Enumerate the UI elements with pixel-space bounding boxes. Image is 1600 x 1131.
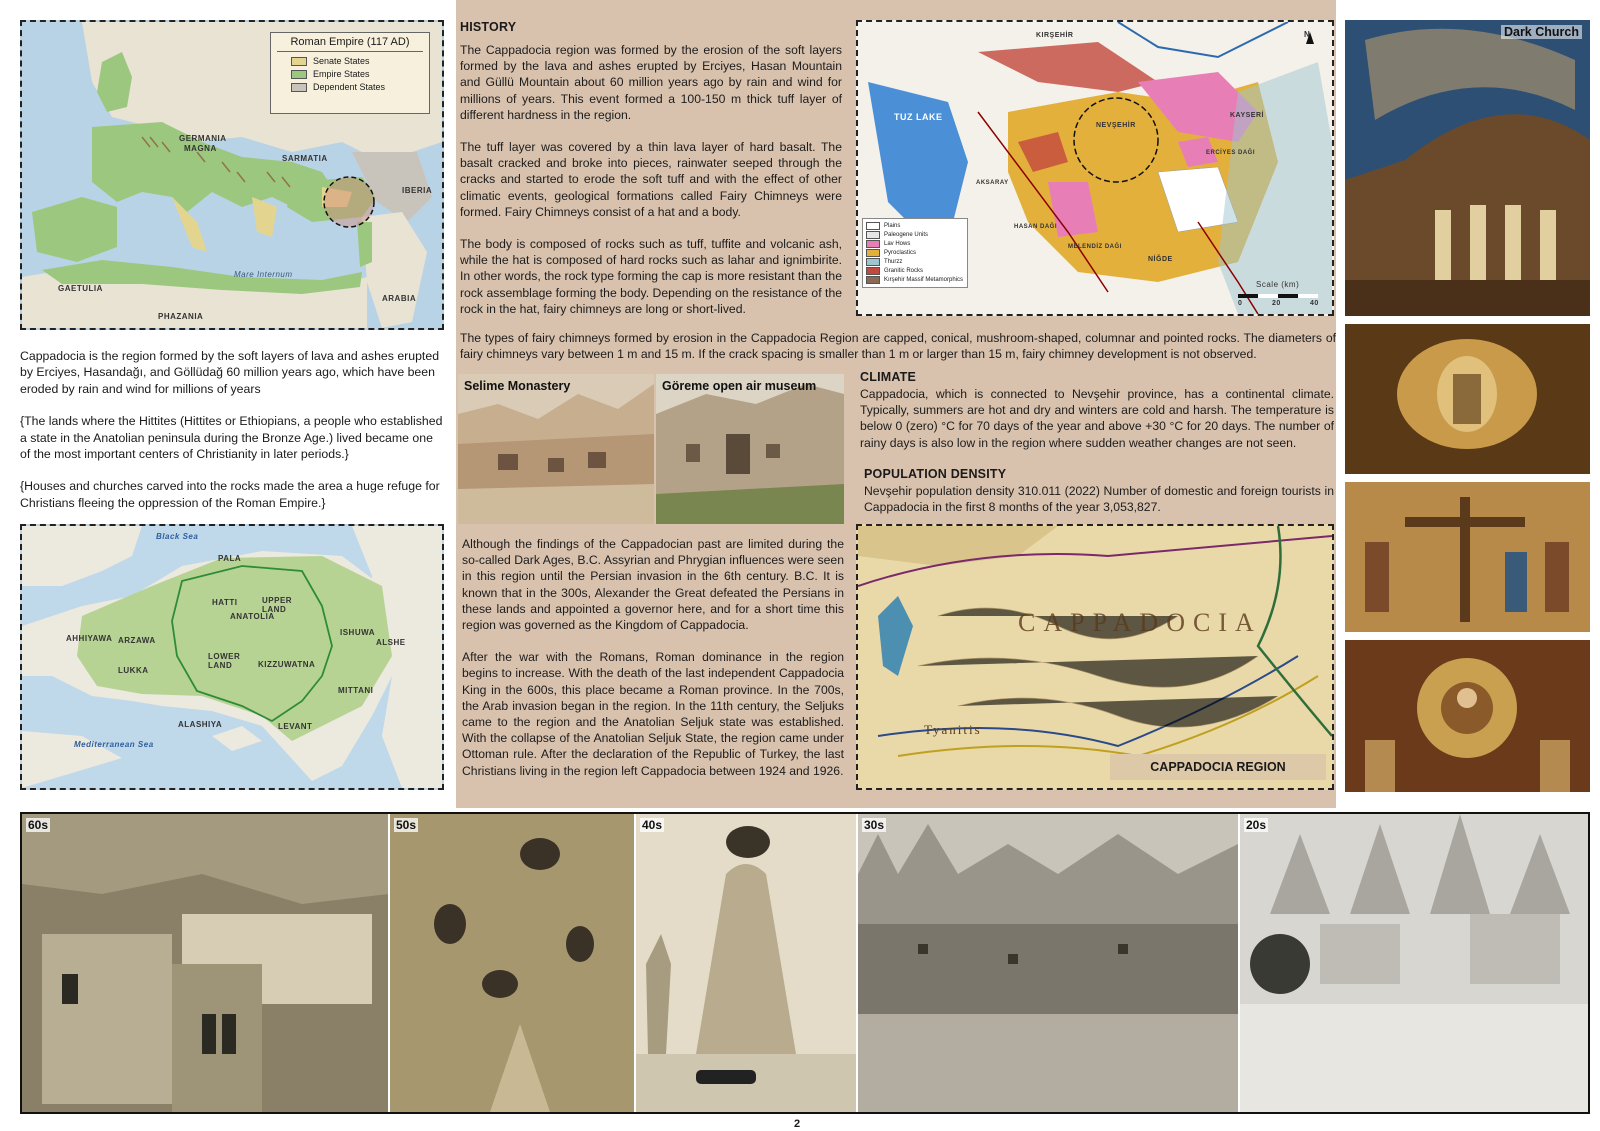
map-label-pala: PALA xyxy=(218,554,242,563)
map-label-kirsehir: KIRŞEHİR xyxy=(1036,32,1074,39)
goreme-photo-graphic xyxy=(656,374,844,524)
roman-empire-map xyxy=(20,20,444,330)
map-label-mittani: MITTANI xyxy=(338,686,374,695)
era-label: 30s xyxy=(864,818,885,832)
era-photo-60s xyxy=(22,814,388,1112)
map-label-sea: Mare Internum xyxy=(234,270,293,279)
selime-photo-graphic xyxy=(458,374,654,524)
map-label-hasan: HASAN DAĞI xyxy=(1014,224,1058,230)
map-label-anatolia: ANATOLIA xyxy=(230,612,275,621)
legend-swatch xyxy=(866,249,880,257)
map-label-cappadocia: CAPPADOCIA xyxy=(1018,608,1262,637)
legend-item xyxy=(866,258,964,266)
history-section xyxy=(460,20,842,317)
map-label-lukka: LUKKA xyxy=(118,666,149,675)
legend-item xyxy=(866,222,964,230)
legend-label: Granitic Rocks xyxy=(884,268,924,274)
map-label-nevsehir: NEVŞEHİR xyxy=(1096,122,1136,129)
map-label-arabia: ARABIA xyxy=(382,294,417,303)
population-section xyxy=(864,467,1334,515)
scale-label: Scale (km) xyxy=(1256,280,1300,289)
legend-label: Plains xyxy=(884,223,901,229)
legend-item xyxy=(291,69,423,79)
map-label-ahhiyawa: AHHIYAWA xyxy=(66,634,113,643)
legend-swatch xyxy=(866,222,880,230)
legend-item xyxy=(866,231,964,239)
scale-tick: 40 xyxy=(1310,300,1319,307)
legend-label: Pyroclastics xyxy=(884,250,917,256)
map-label-erciyes: ERCİYES DAĞI xyxy=(1206,150,1256,156)
legend-swatch xyxy=(291,83,307,92)
dark-church-graphic xyxy=(1345,20,1590,316)
map-label-black-sea: Black Sea xyxy=(156,532,199,541)
legend-item xyxy=(866,240,964,248)
selime-photo xyxy=(458,374,654,524)
era-photo-graphic xyxy=(636,814,856,1112)
fresco-photo-2 xyxy=(1345,482,1590,632)
era-label: 40s xyxy=(642,818,663,832)
map-label-ishuwa: ISHUWA xyxy=(340,628,375,637)
map-label-arzawa: ARZAWA xyxy=(118,636,156,645)
intro-paragraph: {Houses and churches carved into the rocks made the area a huge refuge for Christians fleeing the oppression of the Roman Empire.} xyxy=(20,479,440,510)
dark-church-title: Dark Church xyxy=(1501,25,1582,39)
map-label-sarmatia: SARMATIA xyxy=(282,154,328,163)
old-map-caption: CAPPADOCIA REGION xyxy=(1110,754,1326,780)
legend-label: Kırşehir Massif Metamorphics xyxy=(884,277,964,283)
history-continued xyxy=(462,536,844,779)
legend-label: Senate States xyxy=(313,56,370,66)
history-paragraph: The tuff layer was covered by a thin lava layer of hard basalt. The basalt cracked and broke into pieces, rainwater seeped through the cracks and started to erode the soft tuff and with the effect of other climatic events, geological formations called Fairy Chimneys were formed. Fairy Chimneys consist of a hat and a body. xyxy=(460,140,842,219)
legend-label: Empire States xyxy=(313,69,370,79)
fresco-photo-3 xyxy=(1345,640,1590,792)
intro-text xyxy=(20,348,446,527)
era-photo-graphic xyxy=(22,814,388,1112)
geology-legend xyxy=(862,218,968,288)
cappadocia-old-map xyxy=(856,524,1334,790)
crucifixion-graphic xyxy=(1345,482,1590,632)
legend-swatch xyxy=(866,267,880,275)
legend-swatch xyxy=(291,70,307,79)
era-photo-30s xyxy=(858,814,1238,1112)
legend-label: Thurzz xyxy=(884,259,903,265)
legend-item xyxy=(866,276,964,284)
historic-photo-strip xyxy=(20,812,1590,1114)
fresco-photo-1 xyxy=(1345,324,1590,474)
legend-label: Lav Hows xyxy=(884,241,911,247)
north-arrow-label: N xyxy=(1304,30,1311,39)
map-label-iberia: IBERIA xyxy=(402,186,433,195)
legend-title: Roman Empire (117 AD) xyxy=(277,36,423,52)
legend-item xyxy=(866,267,964,275)
map-label-lower-land: LOWER LAND xyxy=(208,652,241,670)
era-photo-40s xyxy=(636,814,856,1112)
pantocrator-graphic xyxy=(1345,640,1590,792)
map-label-melendiz: MELENDİZ DAĞI xyxy=(1068,244,1122,250)
map-label-aksaray: AKSARAY xyxy=(976,180,1009,186)
map-label-tuz-lake: TUZ LAKE xyxy=(894,112,943,122)
old-map-graphic xyxy=(858,526,1332,788)
fresco-graphic xyxy=(1345,324,1590,474)
legend-label: Dependent States xyxy=(313,82,386,92)
map-label-alshe: ALSHE xyxy=(376,638,406,647)
map-label-germania: GERMANIA xyxy=(179,134,227,143)
selime-label: Selime Monastery xyxy=(464,379,571,393)
goreme-label: Göreme open air museum xyxy=(662,379,817,393)
climate-text: Cappadocia, which is connected to Nevşehir province, has a continental climate. Typically, summers are hot and dry and winters are cold and harsh. The temperature is below 0 (zero) °C for 70 days of the year and above +30 °C for 20 days. The number of rainy days is also low in the region where sudden weather changes are not seen. xyxy=(860,387,1334,450)
goreme-photo xyxy=(656,374,844,524)
climate-section xyxy=(860,370,1334,451)
era-photo-graphic xyxy=(858,814,1238,1112)
map-label-hatti: HATTI xyxy=(212,598,238,607)
era-photo-graphic xyxy=(1240,814,1588,1112)
map-label-tyanitis: Tyanitis xyxy=(924,722,982,737)
legend-swatch xyxy=(291,57,307,66)
map-label-upper-land: UPPER LAND xyxy=(262,596,293,614)
era-label: 50s xyxy=(396,818,417,832)
population-text: Nevşehir population density 310.011 (2022) Number of domestic and foreign tourists in Cappadocia in the first 8 months of the year 3,053,827. xyxy=(864,484,1334,515)
legend-swatch xyxy=(866,276,880,284)
page-number: 2 xyxy=(794,1118,801,1130)
map-label-kayseri: KAYSERİ xyxy=(1230,112,1264,119)
era-label: 60s xyxy=(28,818,49,832)
intro-paragraph: {The lands where the Hittites (Hittites or Ethiopians, a people who established a state in the Anatolian peninsula during the Bronze Age.) lived became one of the most important centers of Christianity in later periods.} xyxy=(20,414,443,462)
legend-swatch xyxy=(866,231,880,239)
history-paragraph: After the war with the Romans, Roman dominance in the region begins to increase. With the death of the last independent Cappadocia King in the 600s, this place became a Roman province. In the 700s, the Arab invasion began in the region. In the 11th century, the Seljuks came to the region and the Anatolian Seljuk state was established. With the collapse of the Anatolian Seljuk State, the region came under Ottoman rule. After the declaration of the Republic of Turkey, the last Christians living in the region left Cappadocia between 1924 and 1926. xyxy=(462,650,844,778)
map-label-alashiya: ALASHIYA xyxy=(178,720,223,729)
scale-tick: 20 xyxy=(1272,300,1281,307)
legend-swatch xyxy=(866,258,880,266)
roman-map-legend xyxy=(270,32,430,114)
fairy-chimney-types-text: The types of fairy chimneys formed by erosion in the Cappadocia Region are capped, conical, mushroom-shaped, columnar and pointed rocks. The diameters of fairy chimneys vary between 1 m and 15 m. If the crack spacing is smaller than 1 m or larger than 15 m, fairy chimney development is not observed. xyxy=(460,331,1336,362)
map-label-levant: LEVANT xyxy=(278,722,313,731)
history-paragraph: The Cappadocia region was formed by the erosion of the soft layers formed by the lava and ashes erupted by Erciyes, Hasan Mountain and Güllü Mountain about 60 million years ago by rain and wind for millions of years. This event formed a 100-150 m thick tuff layer of different hardness in the region. xyxy=(460,43,842,122)
map-label-mediterranean: Mediterranean Sea xyxy=(74,740,154,749)
history-heading: HISTORY xyxy=(460,20,517,34)
legend-item xyxy=(291,56,423,66)
map-label-nigde: NİĞDE xyxy=(1148,256,1173,263)
dark-church-photo xyxy=(1345,20,1590,316)
map-label-gaetulia: GAETULIA xyxy=(58,284,103,293)
legend-item xyxy=(866,249,964,257)
legend-label: Paleogene Units xyxy=(884,232,929,238)
legend-swatch xyxy=(866,240,880,248)
legend-item xyxy=(291,82,423,92)
intro-paragraph: Cappadocia is the region formed by the soft layers of lava and ashes erupted by Erciyes, Hasandağı, and Göllüdağ 60 million years ago, which have been eroded by rain and wind for millions of years xyxy=(20,349,440,396)
map-label-magna: MAGNA xyxy=(184,144,217,153)
map-label-phazania: PHAZANIA xyxy=(158,312,204,321)
era-label: 20s xyxy=(1246,818,1267,832)
climate-heading: CLIMATE xyxy=(860,370,917,384)
history-paragraph: The body is composed of rocks such as tuff, tuffite and volcanic ash, while the hat is composed of hard rocks such as lahar and ignimbirite. In other words, the rock type forming the cap is more resistant than the rock assemblage forming the body. Depending on the resistance of the rock in the hat, fairy chimneys are long or short-lived. xyxy=(460,237,842,316)
era-photo-50s xyxy=(390,814,634,1112)
scale-tick: 0 xyxy=(1238,300,1243,307)
era-photo-graphic xyxy=(390,814,634,1112)
history-paragraph: Although the findings of the Cappadocian past are limited during the so-called Dark Ages, B.C. Assyrian and Phrygian influences were seen in this region until the Persian invasion in the 6th century. B.C. It is known that in the 300s, Alexander the Great defeated the Persians in these lands and appointed a governor here, and for a short time this region was governed as the Kingdom of Cappadocia. xyxy=(462,537,844,633)
geology-map xyxy=(856,20,1334,316)
population-heading: POPULATION DENSITY xyxy=(864,467,1007,481)
hittite-map xyxy=(20,524,444,790)
era-photo-20s xyxy=(1240,814,1588,1112)
map-label-kizzuwatna: KIZZUWATNA xyxy=(258,660,316,669)
